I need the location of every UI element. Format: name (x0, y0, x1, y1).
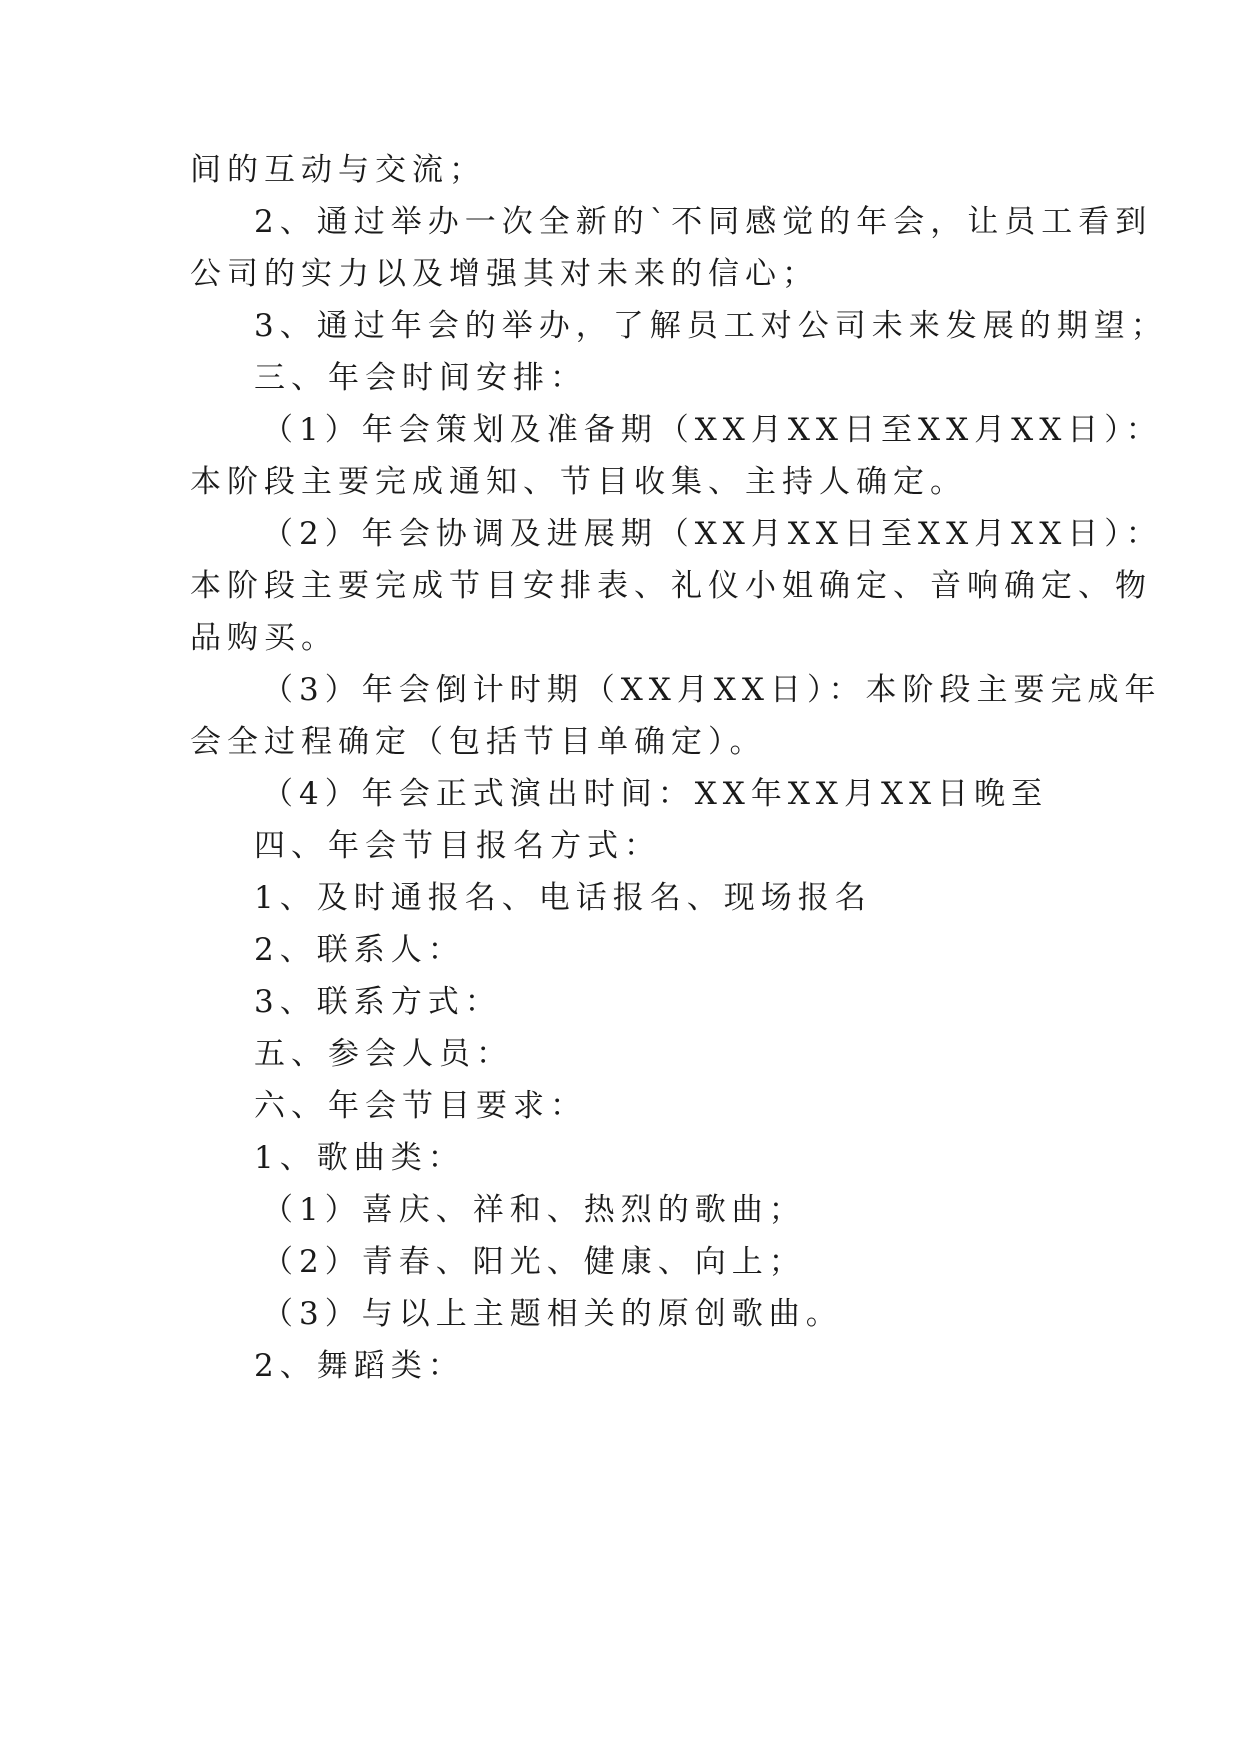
text-line: 2、舞蹈类： (254, 1348, 465, 1384)
text-line: 本阶段主要完成节目安排表、礼仪小姐确定、音响确定、物 (190, 568, 1152, 604)
text-line: （2）年会协调及进展期（XX月XX日至XX月XX日）： (262, 516, 1163, 552)
text-line: 间的互动与交流； (190, 152, 486, 188)
text-line: （1）年会策划及准备期（XX月XX日至XX月XX日）： (262, 412, 1163, 448)
text-line: 3、联系方式： (254, 984, 502, 1020)
text-line: 1、及时通报名、电话报名、现场报名 (254, 880, 872, 916)
text-line: （3）与以上主题相关的原创歌曲。 (262, 1296, 843, 1332)
text-line: 公司的实力以及增强其对未来的信心； (190, 256, 819, 292)
text-line: 会全过程确定（包括节目单确定）。 (190, 724, 767, 760)
text-line: （3）年会倒计时期（XX月XX日）：本阶段主要完成年 (262, 672, 1162, 708)
text-line: 品购买。 (190, 620, 338, 656)
text-line: 2、联系人： (254, 932, 465, 968)
text-line: （2）青春、阳光、健康、向上； (262, 1244, 806, 1280)
text-line: 1、歌曲类： (254, 1140, 465, 1176)
text-line: （4）年会正式演出时间：XX年XX月XX日晚至 (262, 776, 1049, 812)
text-line: 2、通过举办一次全新的`不同感觉的年会，让员工看到 (254, 204, 1153, 240)
text-line: （1）喜庆、祥和、热烈的歌曲； (262, 1192, 806, 1228)
text-line: 本阶段主要完成通知、节目收集、主持人确定。 (190, 464, 967, 500)
section-heading: 六、年会节目要求： (254, 1088, 587, 1124)
section-heading: 三、年会时间安排： (254, 360, 587, 396)
section-heading: 五、参会人员： (254, 1036, 513, 1072)
text-line: 3、通过年会的举办，了解员工对公司未来发展的期望； (254, 308, 1168, 344)
section-heading: 四、年会节目报名方式： (254, 828, 661, 864)
